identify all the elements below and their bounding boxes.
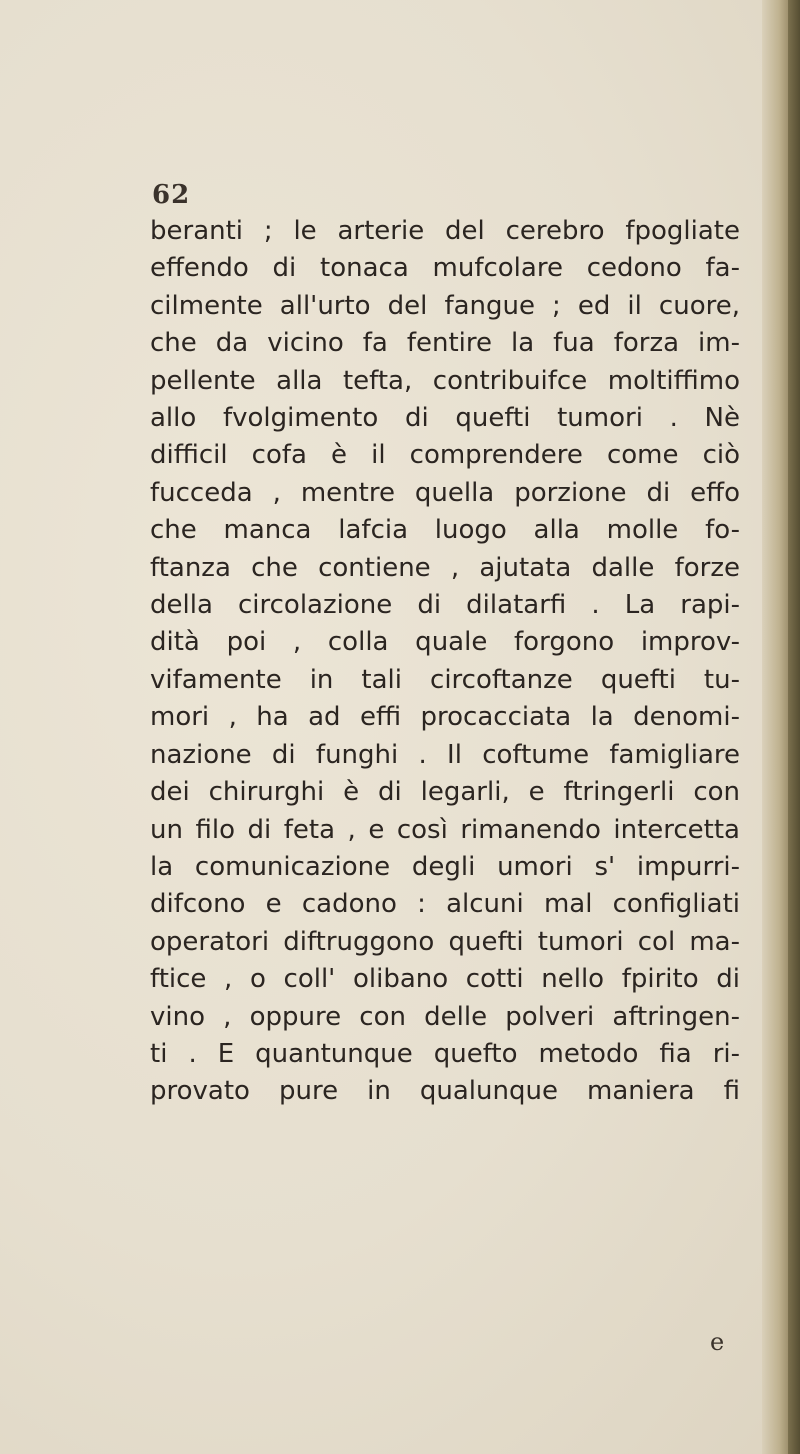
text-line: provato pure in qualunque maniera fi (150, 1076, 740, 1107)
catchword: e (710, 1328, 725, 1356)
text-line: vino , oppure con delle polveri aftringen- (150, 1001, 740, 1032)
text-line: allo fvolgimento di quefti tumori . Nè (150, 403, 740, 434)
text-line: cilmente all'urto del fangue ; ed il cuore, (150, 290, 740, 321)
text-line: mori , ha ad effi procacciata la denomi- (150, 702, 740, 733)
page-edge-dark (788, 0, 800, 1454)
text-line: nazione di funghi . Il coftume famigliare (150, 739, 740, 770)
text-line: fucceda , mentre quella porzione di effo (150, 477, 740, 508)
text-line: vifamente in tali circoftanze quefti tu- (150, 664, 740, 695)
text-line: dei chirurghi è di legarli, e ftringerli con (150, 777, 740, 808)
text-line: che da vicino fa fentire la fua forza im- (150, 328, 740, 359)
text-line: che manca lafcia luogo alla molle fo- (150, 515, 740, 546)
text-line: dità poi , colla quale forgono improv- (150, 627, 740, 658)
page-number: 62 (152, 180, 191, 210)
text-line: della circolazione di dilatarfi . La rapi- (150, 590, 740, 621)
text-line: pellente alla tefta, contribuifce moltiffimo (150, 365, 740, 396)
text-line: ti . E quantunque quefto metodo fia ri- (150, 1038, 740, 1069)
text-line: effendo di tonaca mufcolare cedono fa- (150, 253, 740, 284)
text-line: difficil cofa è il comprendere come ciò (150, 440, 740, 471)
text-line: operatori diftruggono quefti tumori col ma- (150, 926, 740, 957)
text-line: la comunicazione degli umori s' impurri- (150, 851, 740, 882)
text-line: ftanza che contiene , ajutata dalle forze (150, 552, 740, 583)
body-text (150, 213, 740, 1111)
text-line: ftice , o coll' olibano cotti nello fpirito di (150, 964, 740, 995)
text-line: un filo di feta , e così rimanendo intercetta (150, 814, 740, 845)
text-line: beranti ; le arterie del cerebro fpogliate (150, 216, 740, 246)
text-line: difcono e cadono : alcuni mal configliati (150, 889, 740, 920)
